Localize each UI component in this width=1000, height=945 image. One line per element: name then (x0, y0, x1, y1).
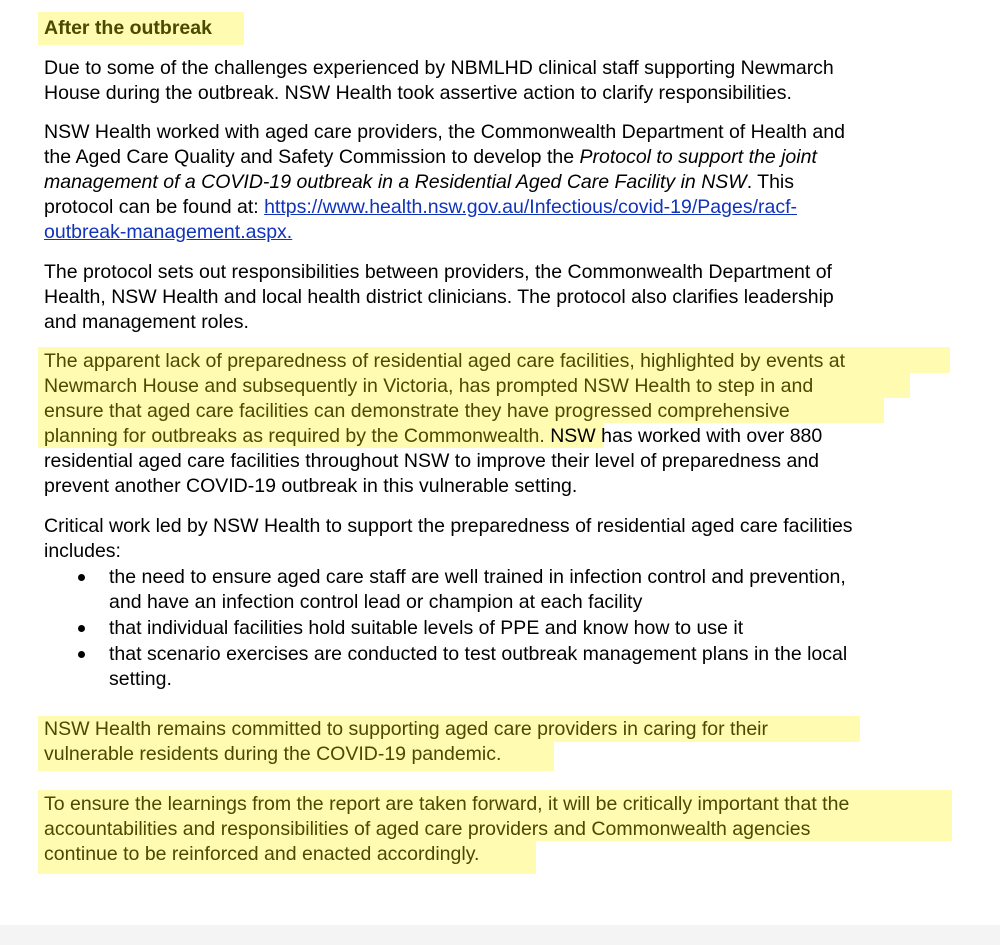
para4-line6: prevent another COVID-19 outbreak in this vulnerable setting. (44, 475, 578, 497)
para4-line4 (44, 424, 822, 449)
bullet-icon (78, 642, 88, 652)
protocol-title-part1: Protocol to support the joint (579, 146, 817, 168)
para1-line1: Due to some of the challenges experienced by NBMLHD clinical staff supporting Newmarch (44, 57, 834, 79)
para4-line2: Newmarch House and subsequently in Victoria, has prompted NSW Health to step in and (44, 375, 814, 397)
para3-line1: The protocol sets out responsibilities between providers, the Commonwealth Department of (44, 261, 832, 283)
para5-intro-line2: includes: (44, 540, 121, 562)
section-heading: After the outbreak (44, 17, 212, 39)
page-bottom-edge (0, 925, 1000, 945)
bullet1-line1: the need to ensure aged care staff are well trained in infection control and prevention, (109, 566, 846, 588)
para6-line1: NSW Health remains committed to supporting aged care providers in caring for their (44, 718, 768, 740)
bullet-icon (78, 616, 88, 626)
para4-line4-plain: NSW has worked with over 880 (544, 425, 823, 447)
para3-line3: and management roles. (44, 311, 249, 333)
para4-line1: The apparent lack of preparedness of residential aged care facilities, highlighted by events at (44, 350, 846, 372)
para7-line2: accountabilities and responsibilities of aged care providers and Commonwealth agencies (44, 818, 811, 840)
para6-line2: vulnerable residents during the COVID-19 pandemic. (44, 743, 502, 765)
protocol-title-part2: management of a COVID-19 outbreak in a Residential Aged Care Facility in NSW (44, 171, 747, 193)
para2-line5 (44, 220, 292, 245)
para2-line2 (44, 145, 817, 170)
para4-line5: residential aged care facilities throughout NSW to improve their level of preparedness and (44, 450, 820, 472)
protocol-link[interactable]: https://www.health.nsw.gov.au/Infectious/covid-19/Pages/racf- (264, 196, 797, 218)
bullet3-line2: setting. (109, 668, 172, 690)
protocol-link-continued[interactable]: outbreak-management.aspx. (44, 221, 293, 243)
para3-line2: Health, NSW Health and local health district clinicians. The protocol also clarifies leadership (44, 286, 834, 308)
para2-line3 (44, 170, 794, 195)
para7-line1: To ensure the learnings from the report are taken forward, it will be critically important that the (44, 793, 850, 815)
para1-line2: House during the outbreak. NSW Health took assertive action to clarify responsibilities. (44, 82, 792, 104)
para2-line1: NSW Health worked with aged care providers, the Commonwealth Department of Health and (44, 121, 845, 143)
para5-intro-line1: Critical work led by NSW Health to support the preparedness of residential aged care facilities (44, 515, 853, 537)
bullet-icon (78, 565, 88, 575)
bullet2-line1: that individual facilities hold suitable levels of PPE and know how to use it (109, 617, 744, 639)
para2-line3-text: . This (746, 171, 795, 193)
bullet3-line1: that scenario exercises are conducted to test outbreak management plans in the local (109, 643, 848, 665)
bullet1-line2: and have an infection control lead or champion at each facility (109, 591, 643, 613)
para2-line4 (44, 195, 797, 220)
para7-line3: continue to be reinforced and enacted accordingly. (44, 843, 480, 865)
para4-line4-highlighted: planning for outbreaks as required by the Commonwealth. (44, 425, 545, 447)
para4-line3: ensure that aged care facilities can demonstrate they have progressed comprehensive (44, 400, 790, 422)
para2-line4-text: protocol can be found at: (44, 196, 265, 218)
para2-line2-text: the Aged Care Quality and Safety Commission to develop the (44, 146, 580, 168)
